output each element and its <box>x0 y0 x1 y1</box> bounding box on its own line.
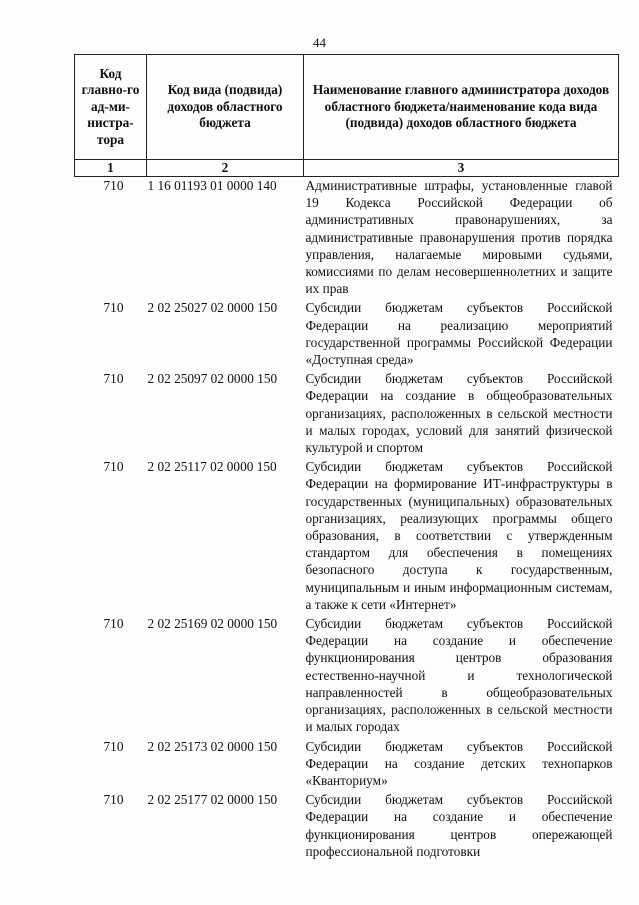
revenue-code-cell: 2 02 25177 02 0000 150 <box>147 792 278 808</box>
table-row <box>75 738 619 792</box>
column-number-1: 1 <box>75 160 147 177</box>
revenue-name-cell: Субсидии бюджетам субъектов Российской Федерации на создание и обеспечение функционирования центров опережающей профессиональной подготовки <box>305 792 613 859</box>
revenue-codes-table <box>74 54 619 862</box>
table-row <box>75 791 619 862</box>
admin-code-cell: 710 <box>103 616 124 632</box>
header-name: Наименование главного администратора доходов областного бюджета/наименование кода вида (подвида) доходов областного бюджета <box>304 55 619 160</box>
table-row <box>75 299 619 370</box>
revenue-name-cell: Субсидии бюджетам субъектов Российской Федерации на формирование ИТ-инфраструктуры в государственных (муниципальных) образовательных организациях, реализующих программы общего образования, в соответствии с утвержденным стандартом для обеспечения в помещениях безопасного доступа к государственным, муниципальным и иным информационным системам, а также к сети «Интернет» <box>305 459 613 612</box>
admin-code-cell: 710 <box>103 300 124 316</box>
admin-code-cell: 710 <box>103 459 124 475</box>
admin-code-cell: 710 <box>103 178 124 193</box>
admin-code-cell: 710 <box>103 738 124 754</box>
page-number: 44 <box>313 35 326 50</box>
revenue-name-cell: Субсидии бюджетам субъектов Российской Федерации на создание и обеспечение функционирования центров образования естественно-научной и технологической направленностей в общеобразовательных организациях, расположенных в сельской местности и малых городах <box>305 616 613 735</box>
table-row <box>75 615 619 737</box>
column-number-2: 2 <box>147 160 304 177</box>
header-admin-code: Код главно-го ад-ми-нистра-тора <box>75 55 147 160</box>
revenue-code-cell: 2 02 25173 02 0000 150 <box>147 738 278 754</box>
revenue-code-cell: 1 16 01193 01 0000 140 <box>147 178 277 193</box>
table-row <box>75 177 619 300</box>
revenue-code-cell: 2 02 25027 02 0000 150 <box>147 300 278 316</box>
column-number-3: 3 <box>304 160 619 177</box>
revenue-code-cell: 2 02 25169 02 0000 150 <box>147 616 278 632</box>
admin-code-cell: 710 <box>103 371 124 387</box>
revenue-name-cell: Субсидии бюджетам субъектов Российской Федерации на реализацию мероприятий государственной программы Российской Федерации «Доступная среда» <box>305 300 613 368</box>
revenue-name-cell: Административные штрафы, установленные главой 19 Кодекса Российской Федерации об административных правонарушениях, за административные правонарушения против порядка управления, налагаемые мировыми судьями, комиссиями по делам несовершеннолетних и защите их прав <box>305 178 613 297</box>
revenue-name-cell: Субсидии бюджетам субъектов Российской Федерации на создание детских технопарков «Кванториум» <box>305 738 613 788</box>
table-row <box>75 370 619 458</box>
revenue-name-cell: Субсидии бюджетам субъектов Российской Федерации на создание в общеобразовательных организациях, расположенных в сельской местности и малых городах, условий для занятий физической культурой и спортом <box>305 371 613 456</box>
header-revenue-code: Код вида (подвида) доходов областного бюджета <box>147 55 304 160</box>
revenue-code-cell: 2 02 25097 02 0000 150 <box>147 371 278 387</box>
admin-code-cell: 710 <box>103 792 124 808</box>
revenue-code-cell: 2 02 25117 02 0000 150 <box>147 459 277 475</box>
table-row <box>75 458 619 615</box>
